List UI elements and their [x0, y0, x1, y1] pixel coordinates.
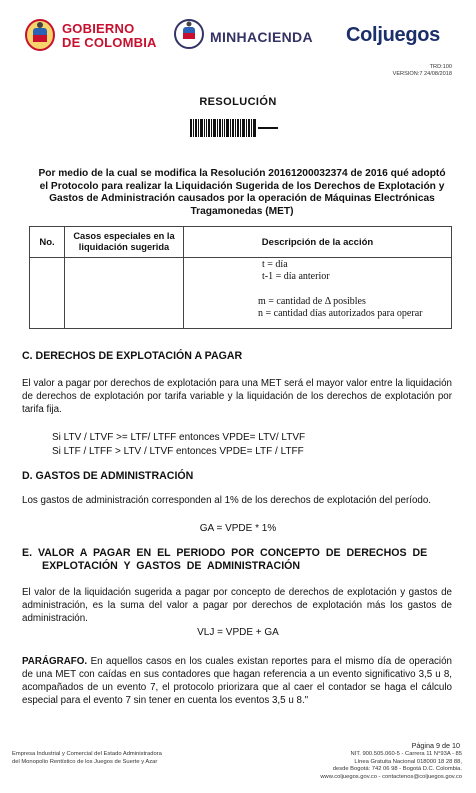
section-c-rule-1: Si LTV / LTVF >= LTF/ LTFF entonces VPDE= LTV/ LTVF — [52, 432, 306, 443]
formula-t1: t-1 = día anterior — [262, 271, 330, 282]
section-d-equation: GA = VPDE * 1% — [199, 523, 277, 534]
footer-left-line2: del Monopolio Rentístico de los Juegos de Suerte y Azar — [12, 758, 158, 765]
section-d-paragraph: Los gastos de administración corresponden al 1% de los derechos de explotación del período. — [22, 495, 432, 506]
formula-n: n = cantidad días autorizados para operar — [258, 308, 423, 319]
footer-phone: Línea Gratuita Nacional 018000 18 28 88, — [354, 758, 462, 765]
gobierno-line2: DE COLOMBIA — [62, 35, 157, 50]
table-cell-case — [65, 258, 184, 329]
footer-web[interactable]: www.coljuegos.gov.co - contactenos@coljuegos.gov.co — [320, 773, 462, 780]
section-e-heading-line2: EXPLOTACIÓN Y GASTOS DE ADMINISTRACIÓN — [42, 560, 301, 572]
section-e-heading — [22, 547, 462, 573]
trd-code: TRD:100 — [429, 64, 452, 70]
table-header-no: No. — [30, 227, 65, 258]
table-row — [30, 258, 452, 329]
table-cell-description — [184, 258, 452, 329]
version-code: VERSION:7 24/08/2018 — [392, 71, 452, 77]
footer-left-line1: Empresa Industrial y Comercial del Estado Administradora — [12, 751, 162, 757]
minhacienda-logo-text: MINHACIENDA — [210, 29, 313, 45]
footer-left — [12, 751, 162, 766]
minhacienda-seal-icon — [174, 18, 204, 55]
table-header-cases: Casos especiales en la liquidación sugerida — [65, 227, 184, 258]
document-title: RESOLUCIÓN — [199, 96, 277, 108]
barcode-icon — [190, 119, 256, 137]
formula-m: m = cantidad de Δ posibles — [258, 296, 366, 307]
cases-table — [29, 226, 452, 329]
section-e-paragraph: El valor de la liquidación sugerida a pagar por concepto de derechos de explotación y gastos de administración, es la suma del valor a pagar por derechos de explotación más los gastos de administración. — [22, 587, 452, 624]
document-code — [393, 64, 452, 78]
table-header-description: Descripción de la acción — [184, 227, 452, 258]
paragrafo-text: En aquellos casos en los cuales existan reportes para el mismo día de operación de una MET con caídas en sus contadores que hagan referencia a un evento significativo 3,5 u 8, acompañados de un evento 7, el protocolo priorizara que al caer el contador se haga el cálculo especial para el evento 7 sin tener en cuenta los eventos 3,5 u 8." — [22, 656, 452, 706]
colombia-seal-icon — [24, 18, 56, 57]
header-logos — [22, 14, 462, 54]
table-cell-no — [30, 258, 65, 329]
section-c-rule-2: Si LTF / LTFF > LTV / LTVF entonces VPDE= LTF / LTFF — [52, 446, 304, 457]
paragrafo-label: PARÁGRAFO. — [22, 656, 88, 667]
gobierno-logo-text — [62, 22, 157, 50]
formula-t: t = día — [262, 259, 288, 270]
section-c-heading: C. DERECHOS DE EXPLOTACIÓN A PAGAR — [22, 350, 243, 362]
footer-bogota: desde Bogotá: 742 06 98 - Bogotá D.C. Colombia. — [332, 766, 462, 772]
section-c-paragraph: El valor a pagar por derechos de explotación para una MET será el mayor valor entre la liquidación de derechos de explotación por tarifa variable y la liquidación de los derechos de explotación por tarifa fija. — [22, 378, 452, 415]
paragrafo-block — [22, 655, 452, 707]
section-e-equation: VLJ = VPDE + GA — [197, 627, 279, 638]
coljuegos-logo-text: Coljuegos — [346, 24, 440, 46]
gobierno-line1: GOBIERNO — [62, 21, 135, 36]
footer-right — [320, 751, 462, 781]
section-e-heading-line1: E. VALOR A PAGAR EN EL PERIODO POR CONCEPTO DE DERECHOS DE — [22, 547, 428, 559]
section-d-heading: D. GASTOS DE ADMINISTRACIÓN — [22, 470, 194, 482]
footer-nit: NIT. 900.505.060-5 - Carrera 11 N°93A - 85 — [350, 751, 462, 757]
resolution-intro: Por medio de la cual se modifica la Resolución 20161200032374 de 2016 qué adoptó el Protocolo para realizar la Liquidación Sugerida de los Derechos de Explotación y Gastos de Administración causados por la operación de Máquinas Electrónicas Tragamonedas (MET) — [38, 168, 446, 217]
barcode-underscore — [258, 127, 278, 129]
page-number: Página 9 de 10 — [411, 741, 460, 750]
